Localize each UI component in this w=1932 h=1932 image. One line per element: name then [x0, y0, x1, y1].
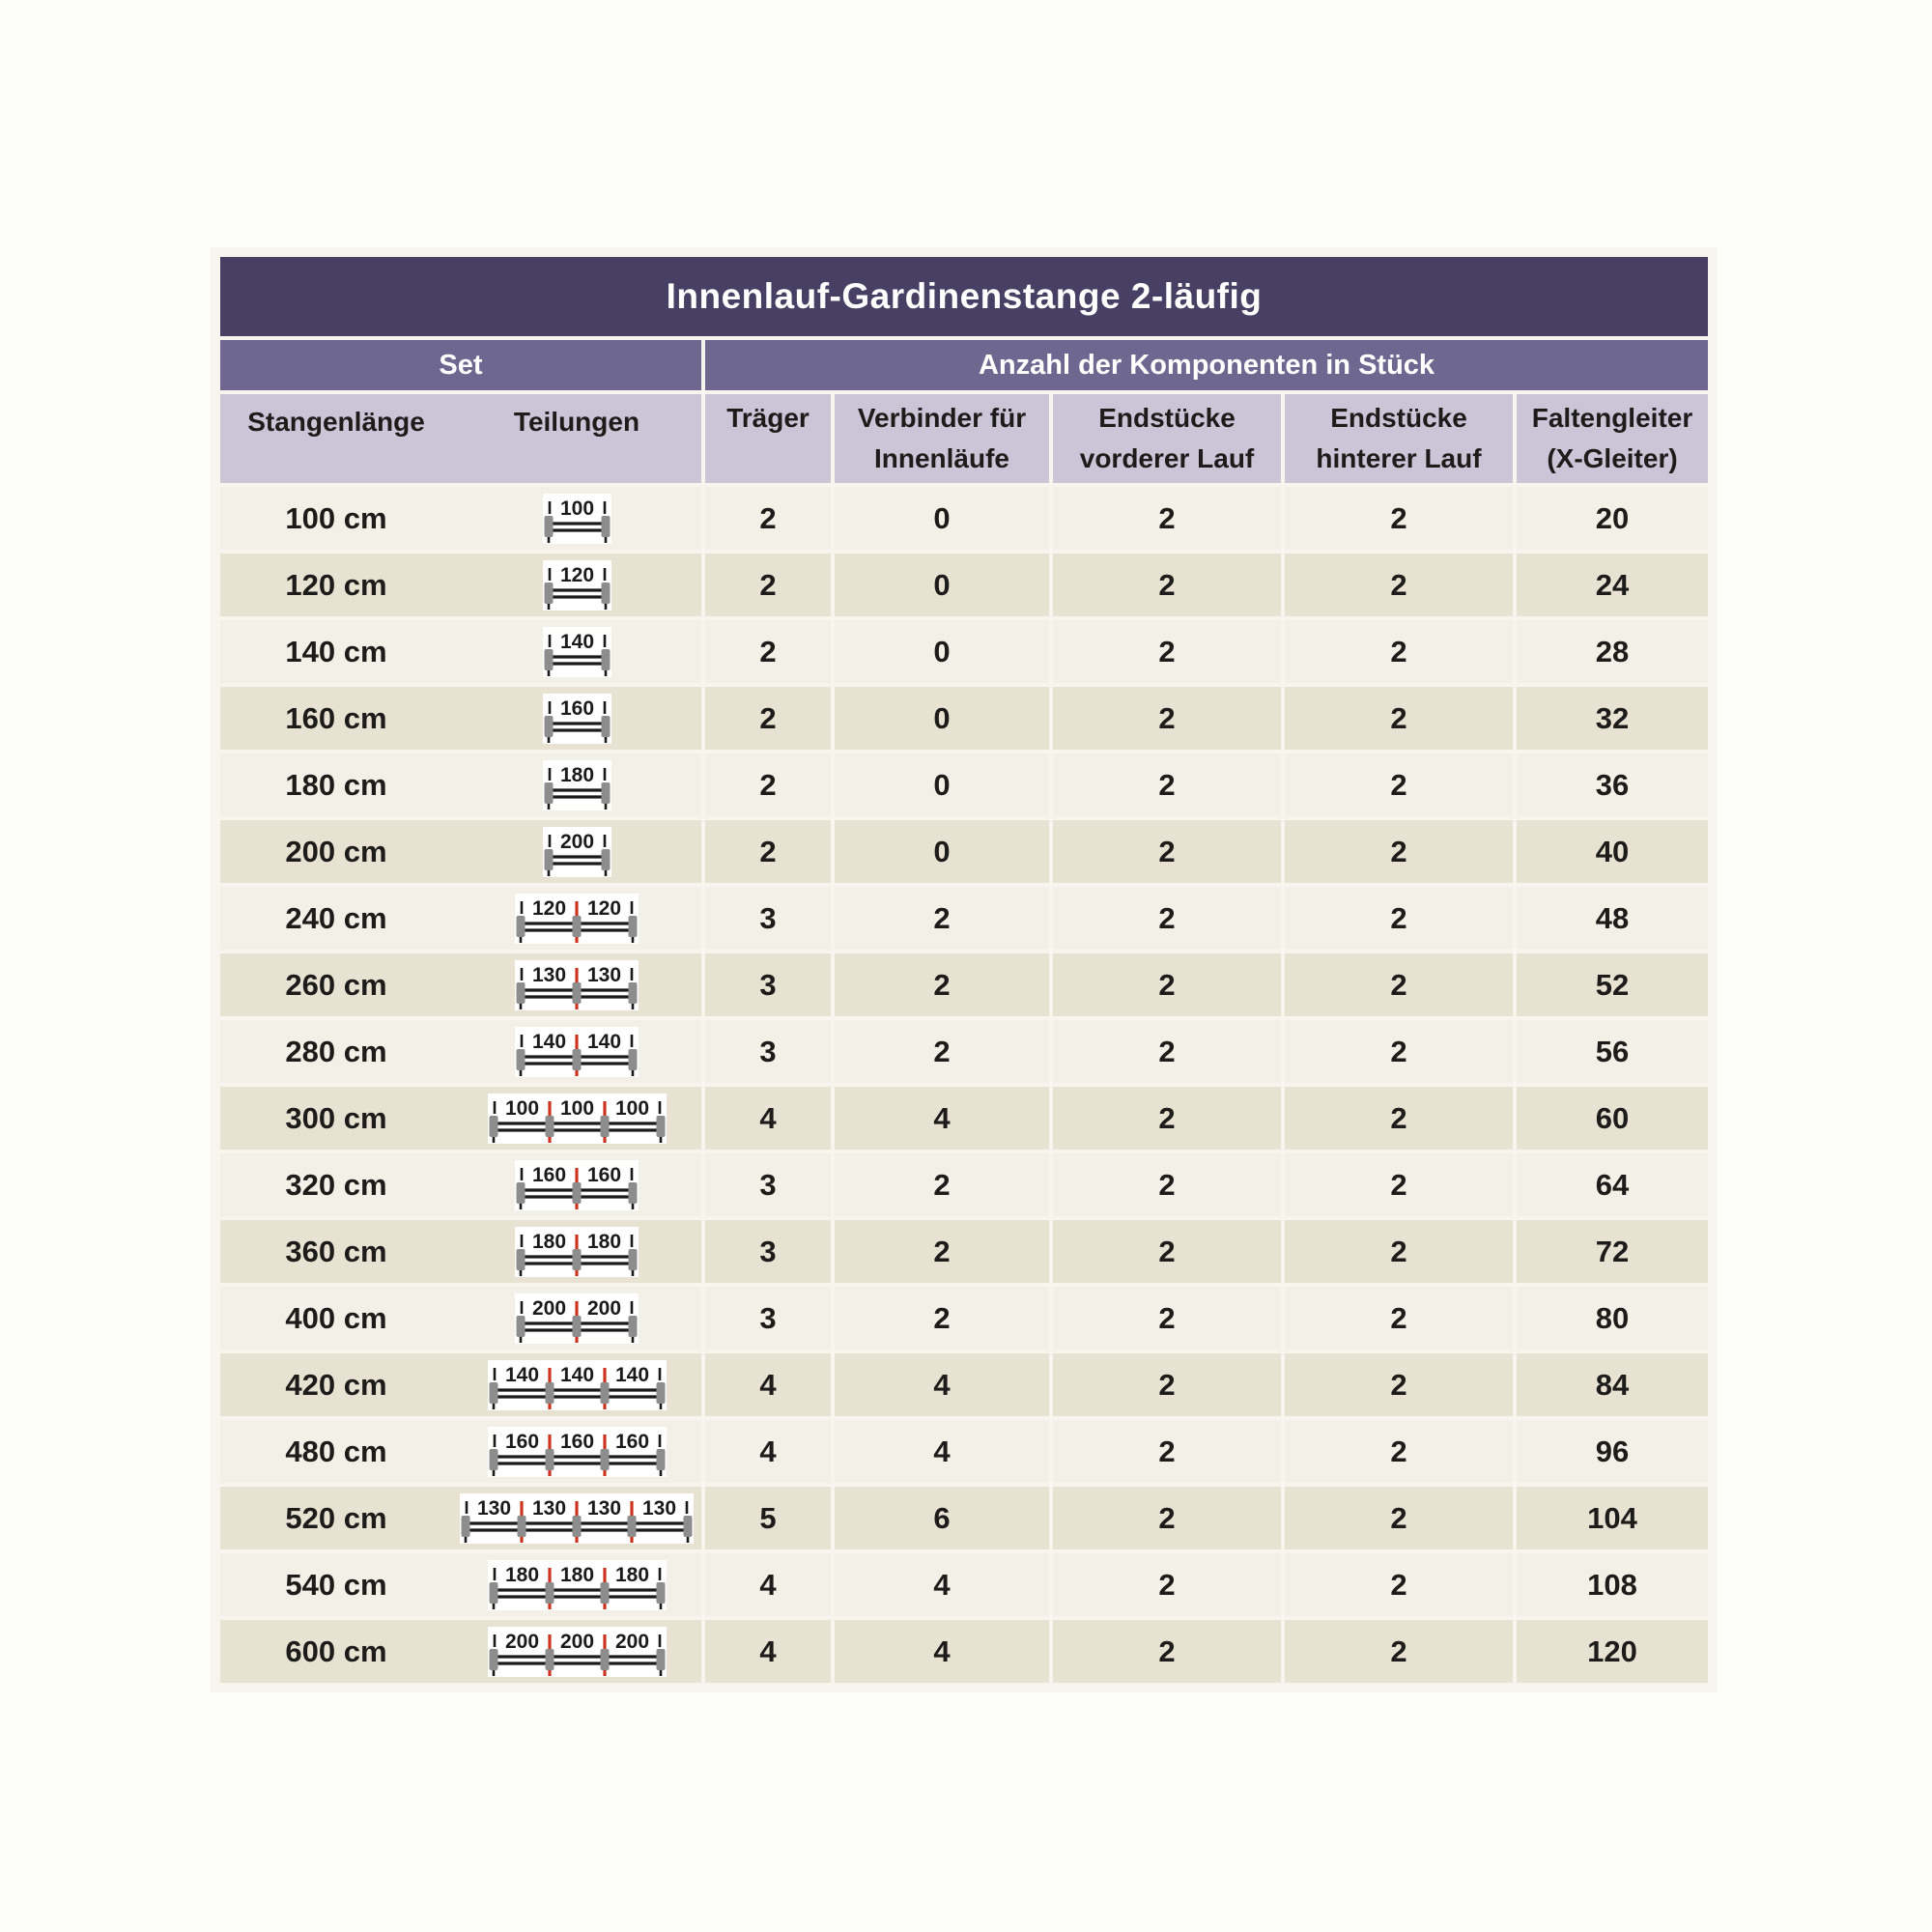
svg-text:200: 200 — [504, 1630, 539, 1653]
cell-endstuecke-hinterer: 2 — [1285, 953, 1513, 1016]
row-length-label: 200 cm — [285, 834, 387, 868]
table-title: Innenlauf-Gardinenstange 2-läufig — [220, 257, 1708, 336]
rod-segments-icon — [543, 827, 611, 877]
cell-endstuecke-hinterer: 2 — [1285, 1020, 1513, 1083]
svg-text:120: 120 — [531, 896, 567, 920]
row-length-label: 100 cm — [285, 500, 387, 535]
rod-segments-icon — [543, 494, 611, 544]
cell-endstuecke-vorderer: 2 — [1053, 1087, 1281, 1150]
rod-segments-icon — [515, 1027, 639, 1077]
row-teilungen-icon-box — [452, 1293, 701, 1344]
row-length-label: 240 cm — [285, 900, 387, 935]
cell-traeger: 2 — [705, 620, 831, 683]
row-length-label: 260 cm — [285, 967, 387, 1002]
cell-traeger: 4 — [705, 1620, 831, 1683]
cell-verbinder: 4 — [835, 1087, 1049, 1150]
svg-text:160: 160 — [559, 696, 594, 720]
cell-endstuecke-hinterer: 2 — [1285, 620, 1513, 683]
svg-text:180: 180 — [559, 1563, 594, 1586]
cell-endstuecke-hinterer: 2 — [1285, 1553, 1513, 1616]
svg-text:180: 180 — [559, 763, 594, 786]
cell-set — [220, 753, 701, 816]
svg-text:120: 120 — [559, 563, 594, 586]
rows-container — [220, 487, 1708, 1683]
cell-endstuecke-vorderer: 2 — [1053, 1020, 1281, 1083]
table-row — [220, 1087, 1708, 1150]
table-row — [220, 487, 1708, 550]
column-header-row — [220, 394, 1708, 483]
cell-faltengleiter: 36 — [1517, 753, 1708, 816]
svg-text:200: 200 — [531, 1296, 567, 1320]
table-row — [220, 1553, 1708, 1616]
svg-text:130: 130 — [586, 1496, 622, 1520]
rod-segments-icon — [515, 1293, 639, 1344]
table-row — [220, 1020, 1708, 1083]
cell-endstuecke-hinterer: 2 — [1285, 887, 1513, 950]
cell-verbinder: 2 — [835, 1153, 1049, 1216]
row-teilungen-icon-box — [452, 627, 701, 677]
rod-segments-icon — [488, 1094, 667, 1144]
rod-segments-icon — [515, 960, 639, 1010]
svg-text:180: 180 — [504, 1563, 539, 1586]
table-row — [220, 1487, 1708, 1549]
row-length-label: 300 cm — [285, 1100, 387, 1135]
svg-text:160: 160 — [531, 1163, 567, 1186]
cell-set — [220, 1553, 701, 1616]
cell-set — [220, 1420, 701, 1483]
row-length-label: 600 cm — [285, 1634, 387, 1668]
table-row — [220, 554, 1708, 616]
table-row — [220, 953, 1708, 1016]
row-teilungen-icon-box — [452, 1227, 701, 1277]
cell-verbinder: 0 — [835, 620, 1049, 683]
cell-endstuecke-vorderer: 2 — [1053, 1553, 1281, 1616]
cell-endstuecke-vorderer: 2 — [1053, 1420, 1281, 1483]
svg-text:130: 130 — [531, 963, 567, 986]
cell-endstuecke-vorderer: 2 — [1053, 887, 1281, 950]
table-row — [220, 1220, 1708, 1283]
cell-endstuecke-hinterer: 2 — [1285, 1153, 1513, 1216]
cell-endstuecke-vorderer: 2 — [1053, 953, 1281, 1016]
table-row — [220, 887, 1708, 950]
column-header-endstuecke-hinterer: Endstücke hinterer Lauf — [1285, 394, 1513, 483]
cell-set — [220, 1620, 701, 1683]
row-teilungen-icon-box — [452, 760, 701, 810]
cell-traeger: 4 — [705, 1420, 831, 1483]
cell-faltengleiter: 56 — [1517, 1020, 1708, 1083]
svg-text:160: 160 — [504, 1430, 539, 1453]
cell-faltengleiter: 64 — [1517, 1153, 1708, 1216]
table-row — [220, 1620, 1708, 1683]
cell-faltengleiter: 24 — [1517, 554, 1708, 616]
row-teilungen-icon-box — [452, 1560, 701, 1610]
cell-set — [220, 687, 701, 750]
row-teilungen-icon-box — [452, 1027, 701, 1077]
rod-segments-icon — [543, 560, 611, 611]
row-length-label: 400 cm — [285, 1300, 387, 1335]
cell-endstuecke-hinterer: 2 — [1285, 487, 1513, 550]
svg-text:130: 130 — [531, 1496, 567, 1520]
rod-segments-icon — [488, 1360, 667, 1410]
cell-endstuecke-hinterer: 2 — [1285, 1620, 1513, 1683]
row-teilungen-icon-box — [452, 894, 701, 944]
cell-endstuecke-hinterer: 2 — [1285, 753, 1513, 816]
cell-traeger: 2 — [705, 820, 831, 883]
cell-endstuecke-vorderer: 2 — [1053, 687, 1281, 750]
cell-endstuecke-hinterer: 2 — [1285, 1287, 1513, 1350]
cell-verbinder: 0 — [835, 487, 1049, 550]
cell-set — [220, 820, 701, 883]
cell-endstuecke-vorderer: 2 — [1053, 1353, 1281, 1416]
cell-endstuecke-vorderer: 2 — [1053, 487, 1281, 550]
cell-faltengleiter: 80 — [1517, 1287, 1708, 1350]
rod-segments-icon — [543, 627, 611, 677]
row-teilungen-icon-box — [452, 1627, 701, 1677]
cell-faltengleiter: 28 — [1517, 620, 1708, 683]
row-length-label: 480 cm — [285, 1434, 387, 1468]
cell-faltengleiter: 104 — [1517, 1487, 1708, 1549]
row-teilungen-icon-box — [452, 1094, 701, 1144]
cell-traeger: 4 — [705, 1553, 831, 1616]
svg-text:180: 180 — [586, 1230, 622, 1253]
cell-verbinder: 0 — [835, 554, 1049, 616]
row-length-label: 520 cm — [285, 1500, 387, 1535]
cell-endstuecke-hinterer: 2 — [1285, 554, 1513, 616]
cell-faltengleiter: 72 — [1517, 1220, 1708, 1283]
cell-endstuecke-vorderer: 2 — [1053, 554, 1281, 616]
cell-verbinder: 2 — [835, 1287, 1049, 1350]
cell-verbinder: 6 — [835, 1487, 1049, 1549]
cell-endstuecke-vorderer: 2 — [1053, 1620, 1281, 1683]
svg-text:160: 160 — [586, 1163, 622, 1186]
row-teilungen-icon-box — [452, 1493, 701, 1544]
rod-segments-icon — [543, 694, 611, 744]
row-length-label: 140 cm — [285, 634, 387, 668]
column-header-teilungen: Teilungen — [513, 407, 640, 437]
cell-endstuecke-hinterer: 2 — [1285, 820, 1513, 883]
cell-endstuecke-hinterer: 2 — [1285, 1087, 1513, 1150]
row-length-label: 360 cm — [285, 1234, 387, 1268]
svg-text:140: 140 — [559, 1363, 594, 1386]
cell-verbinder: 2 — [835, 887, 1049, 950]
cell-traeger: 2 — [705, 687, 831, 750]
row-length-label: 540 cm — [285, 1567, 387, 1602]
cell-faltengleiter: 20 — [1517, 487, 1708, 550]
cell-verbinder: 4 — [835, 1353, 1049, 1416]
svg-text:100: 100 — [559, 497, 594, 520]
cell-verbinder: 4 — [835, 1420, 1049, 1483]
cell-endstuecke-hinterer: 2 — [1285, 1420, 1513, 1483]
svg-text:140: 140 — [614, 1363, 649, 1386]
svg-text:140: 140 — [559, 630, 594, 653]
cell-endstuecke-hinterer: 2 — [1285, 1353, 1513, 1416]
svg-text:140: 140 — [531, 1030, 567, 1053]
column-header-faltengleiter: Faltengleiter (X-Gleiter) — [1517, 394, 1708, 483]
cell-traeger: 3 — [705, 1020, 831, 1083]
group-header-components: Anzahl der Komponenten in Stück — [705, 340, 1708, 390]
rod-segments-icon — [515, 894, 639, 944]
cell-set — [220, 1220, 701, 1283]
rod-segments-icon — [488, 1560, 667, 1610]
svg-text:200: 200 — [559, 1630, 594, 1653]
row-teilungen-icon-box — [452, 1360, 701, 1410]
table-row — [220, 620, 1708, 683]
row-length-label: 120 cm — [285, 567, 387, 602]
svg-text:160: 160 — [559, 1430, 594, 1453]
svg-text:100: 100 — [614, 1096, 649, 1120]
svg-text:200: 200 — [559, 830, 594, 853]
row-length-label: 180 cm — [285, 767, 387, 802]
cell-set — [220, 620, 701, 683]
svg-text:200: 200 — [614, 1630, 649, 1653]
column-header-verbinder: Verbinder für Innenläufe — [835, 394, 1049, 483]
rod-segments-icon — [460, 1493, 694, 1544]
cell-set — [220, 487, 701, 550]
cell-endstuecke-vorderer: 2 — [1053, 620, 1281, 683]
svg-text:130: 130 — [586, 963, 622, 986]
cell-verbinder: 4 — [835, 1620, 1049, 1683]
cell-verbinder: 2 — [835, 953, 1049, 1016]
column-header-set — [220, 394, 701, 483]
cell-traeger: 3 — [705, 1153, 831, 1216]
cell-endstuecke-hinterer: 2 — [1285, 1220, 1513, 1283]
cell-faltengleiter: 84 — [1517, 1353, 1708, 1416]
cell-traeger: 3 — [705, 1287, 831, 1350]
cell-traeger: 2 — [705, 554, 831, 616]
cell-set — [220, 887, 701, 950]
cell-verbinder: 0 — [835, 753, 1049, 816]
cell-verbinder: 4 — [835, 1553, 1049, 1616]
row-length-label: 420 cm — [285, 1367, 387, 1402]
svg-text:180: 180 — [614, 1563, 649, 1586]
row-length-label: 160 cm — [285, 700, 387, 735]
cell-traeger: 3 — [705, 1220, 831, 1283]
rod-segments-icon — [515, 1227, 639, 1277]
row-teilungen-icon-box — [452, 560, 701, 611]
cell-endstuecke-hinterer: 2 — [1285, 1487, 1513, 1549]
cell-verbinder: 2 — [835, 1220, 1049, 1283]
cell-faltengleiter: 48 — [1517, 887, 1708, 950]
rod-segments-icon — [543, 760, 611, 810]
rod-segments-icon — [488, 1627, 667, 1677]
cell-set — [220, 1087, 701, 1150]
svg-text:130: 130 — [641, 1496, 677, 1520]
cell-set — [220, 554, 701, 616]
cell-faltengleiter: 120 — [1517, 1620, 1708, 1683]
row-length-label: 320 cm — [285, 1167, 387, 1202]
table-row — [220, 820, 1708, 883]
table-row — [220, 1153, 1708, 1216]
product-table — [211, 247, 1718, 1692]
table-row — [220, 1420, 1708, 1483]
table-row — [220, 1353, 1708, 1416]
row-teilungen-icon-box — [452, 1427, 701, 1477]
row-teilungen-icon-box — [452, 694, 701, 744]
cell-set — [220, 1020, 701, 1083]
svg-text:100: 100 — [504, 1096, 539, 1120]
column-header-endstuecke-vorderer: Endstücke vorderer Lauf — [1053, 394, 1281, 483]
row-teilungen-icon-box — [452, 827, 701, 877]
cell-verbinder: 2 — [835, 1020, 1049, 1083]
cell-set — [220, 1353, 701, 1416]
cell-endstuecke-vorderer: 2 — [1053, 1487, 1281, 1549]
column-header-stangenlaenge: Stangenlänge — [247, 407, 425, 437]
cell-set — [220, 1487, 701, 1549]
row-teilungen-icon-box — [452, 1160, 701, 1210]
cell-endstuecke-hinterer: 2 — [1285, 687, 1513, 750]
cell-faltengleiter: 52 — [1517, 953, 1708, 1016]
table-row — [220, 687, 1708, 750]
table-row — [220, 753, 1708, 816]
cell-traeger: 2 — [705, 487, 831, 550]
cell-endstuecke-vorderer: 2 — [1053, 1220, 1281, 1283]
group-header-row — [220, 340, 1708, 390]
cell-endstuecke-vorderer: 2 — [1053, 820, 1281, 883]
cell-faltengleiter: 96 — [1517, 1420, 1708, 1483]
cell-traeger: 2 — [705, 753, 831, 816]
cell-traeger: 4 — [705, 1353, 831, 1416]
svg-text:140: 140 — [586, 1030, 622, 1053]
cell-traeger: 3 — [705, 887, 831, 950]
cell-endstuecke-vorderer: 2 — [1053, 1287, 1281, 1350]
svg-text:160: 160 — [614, 1430, 649, 1453]
cell-verbinder: 0 — [835, 820, 1049, 883]
cell-traeger: 3 — [705, 953, 831, 1016]
cell-set — [220, 1153, 701, 1216]
cell-traeger: 5 — [705, 1487, 831, 1549]
cell-set — [220, 1287, 701, 1350]
svg-text:120: 120 — [586, 896, 622, 920]
svg-text:130: 130 — [476, 1496, 512, 1520]
cell-faltengleiter: 108 — [1517, 1553, 1708, 1616]
cell-set — [220, 953, 701, 1016]
cell-endstuecke-vorderer: 2 — [1053, 1153, 1281, 1216]
row-teilungen-icon-box — [452, 494, 701, 544]
cell-faltengleiter: 40 — [1517, 820, 1708, 883]
cell-endstuecke-vorderer: 2 — [1053, 753, 1281, 816]
cell-verbinder: 0 — [835, 687, 1049, 750]
row-length-label: 280 cm — [285, 1034, 387, 1068]
rod-segments-icon — [515, 1160, 639, 1210]
svg-text:200: 200 — [586, 1296, 622, 1320]
svg-text:180: 180 — [531, 1230, 567, 1253]
table-row — [220, 1287, 1708, 1350]
cell-traeger: 4 — [705, 1087, 831, 1150]
row-teilungen-icon-box — [452, 960, 701, 1010]
svg-text:100: 100 — [559, 1096, 594, 1120]
svg-text:140: 140 — [504, 1363, 539, 1386]
column-header-traeger: Träger — [705, 394, 831, 483]
rod-segments-icon — [488, 1427, 667, 1477]
cell-faltengleiter: 32 — [1517, 687, 1708, 750]
cell-faltengleiter: 60 — [1517, 1087, 1708, 1150]
group-header-set: Set — [220, 340, 701, 390]
